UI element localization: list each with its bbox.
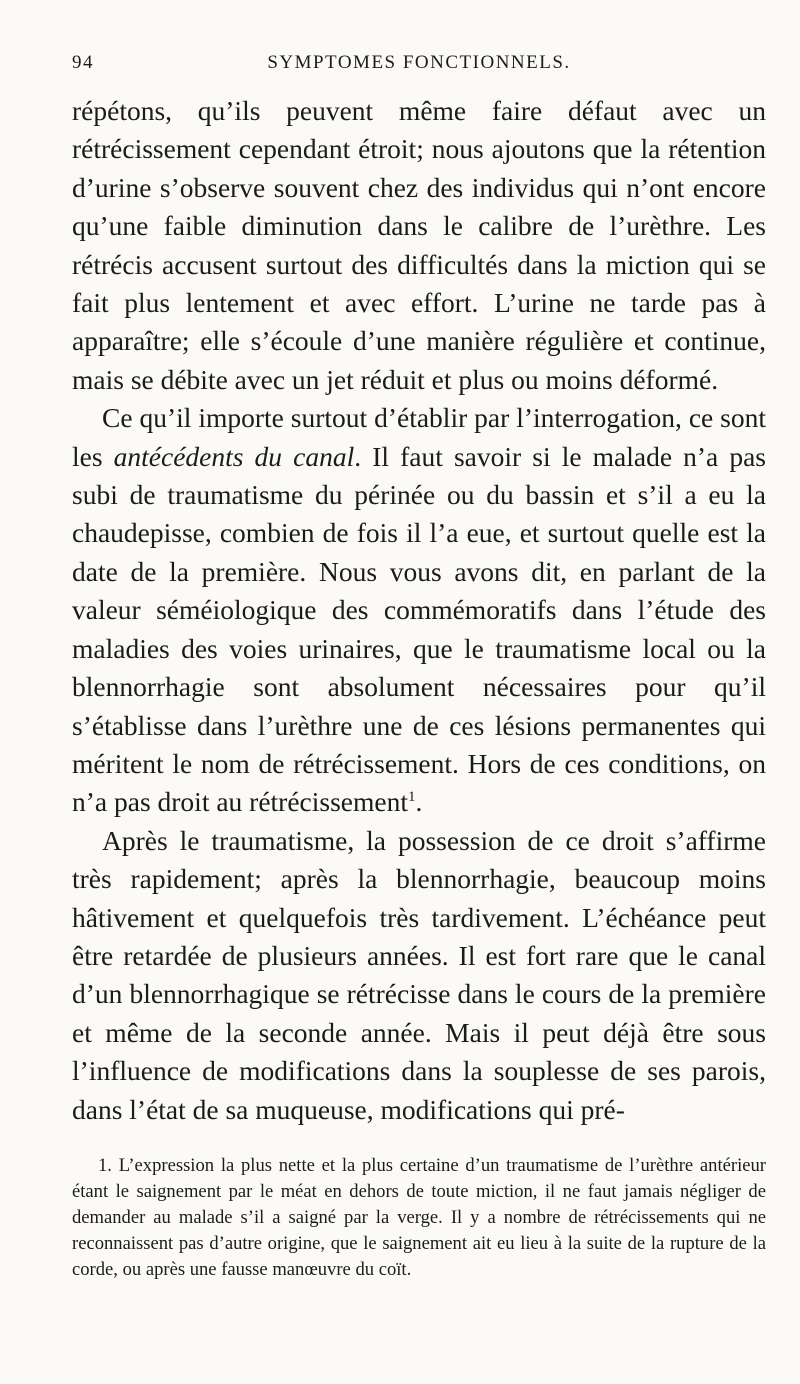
- main-text: [72, 92, 766, 1129]
- paragraph-1: répétons, qu’ils peuvent même faire défaut avec un rétrécissement cependant étroit; nous ajoutons que la rétention d’urine s’observe souvent chez des individus qui n’ont encore qu’une faible diminution dans le calibre de l’urèthre. Les rétrécis accusent surtout des difficultés dans la miction qui se fait plus lentement et avec effort. L’urine ne tarde pas à apparaître; elle s’écoule d’une manière régulière et continue, mais se débite avec un jet réduit et plus ou moins déformé.: [72, 95, 766, 395]
- page-number: 94: [72, 52, 94, 73]
- footnote-text: 1. L’expression la plus nette et la plus certaine d’un traumatisme de l’urèthre antérieur étant le saignement par le méat en dehors de toute miction, il ne faut jamais négliger de demander au malade s’il a saigné par la verge. Il y a nombre de rétrécissements qui ne reconnaissent pas d’autre origine, que le saignement ait eu lieu à la suite de la rupture de la corde, ou après une fausse manœuvre du coït.: [72, 1154, 766, 1280]
- page-header: [72, 52, 766, 82]
- italic-phrase: antécédents du canal: [113, 440, 355, 472]
- paragraph-3: Après le traumatisme, la possession de ce droit s’affirme très rapidement; après la blennorrhagie, beaucoup moins hâtivement et quelquefois très tardivement. L’échéance peut être retardée de plusieurs années. Il est fort rare que le canal d’un blennorrhagique se rétrécisse dans le cours de la première et même de la seconde année. Mais il peut déjà être sous l’influence de modifications dans la souplesse de ses parois, dans l’état de sa muqueuse, modifications qui pré-: [72, 824, 766, 1125]
- paragraph-2-text-b: . Il faut savoir si le malade n’a pas subi de traumatisme du périnée ou du bassin et s’il a eu la chaudepisse, combien de fois il l’a eue, et surtout quelle est la date de la première. Nous vous avons dit, en parlant de la valeur séméiologique des commémoratifs dans l’étude des maladies des voies urinaires, que le traumatisme local ou la blennorrhagie sont absolument nécessaires pour qu’il s’établisse dans l’urèthre une de ces lésions permanentes qui méritent le nom de rétrécissement. Hors de ces conditions, on n’a pas droit au rétrécissement: [72, 440, 766, 818]
- footnote-reference: 1: [407, 789, 416, 806]
- paragraph-2-text-a: Ce qu’il importe surtout d’établir par l’interrogation, ce sont les: [72, 402, 766, 472]
- book-page: [72, 52, 766, 1283]
- paragraph-2: [72, 399, 766, 821]
- footnote: [72, 1153, 766, 1283]
- running-head: SYMPTOMES FONCTIONNELS.: [267, 52, 571, 73]
- paragraph-2-end: .: [415, 786, 423, 818]
